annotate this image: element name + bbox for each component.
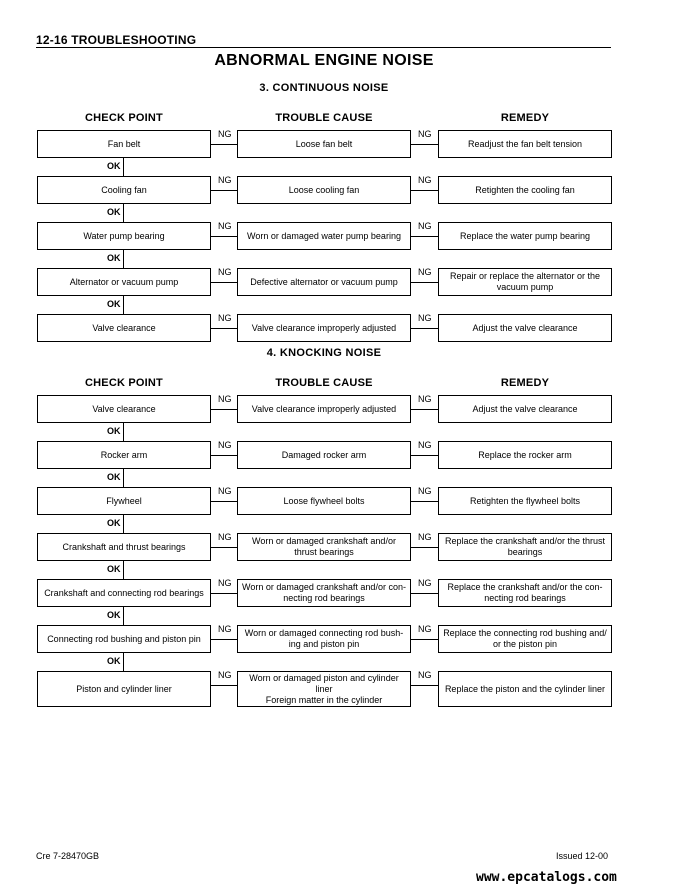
cause-text: Loose fan belt	[295, 138, 353, 149]
ng-label: NG	[218, 486, 232, 496]
cause-text: Defective alternator or vacuum pump	[250, 276, 398, 287]
ng-connector	[211, 236, 237, 237]
ng-connector	[211, 144, 237, 145]
ng-connector	[411, 685, 438, 686]
check-box	[37, 395, 211, 423]
check-text: Valve clearance	[92, 403, 156, 414]
check-box	[37, 268, 211, 296]
ok-connector	[123, 158, 124, 176]
cause-box	[237, 395, 411, 423]
remedy-text: Readjust the fan belt tension	[467, 138, 583, 149]
ng-connector	[211, 685, 237, 686]
ng-label: NG	[218, 532, 232, 542]
remedy-box	[438, 176, 612, 204]
cause-text: Worn or damaged connecting rod bush- ing and piston pin	[244, 628, 404, 649]
ng-label: NG	[218, 267, 232, 277]
ng-connector	[211, 455, 237, 456]
remedy-text: Retighten the flywheel bolts	[469, 495, 581, 506]
ok-connector	[123, 561, 124, 579]
header-rule	[36, 47, 611, 48]
ng-connector	[211, 328, 237, 329]
ok-label: OK	[107, 610, 121, 620]
ng-connector	[411, 282, 438, 283]
check-text: Rocker arm	[100, 449, 148, 460]
ok-label: OK	[107, 426, 121, 436]
ok-connector	[123, 607, 124, 625]
column-header-remedy: REMEDY	[500, 377, 550, 389]
remedy-text: Retighten the cooling fan	[475, 184, 575, 195]
cause-text: Loose flywheel bolts	[283, 495, 365, 506]
ng-connector	[211, 282, 237, 283]
cause-text: Damaged rocker arm	[281, 449, 367, 460]
ng-connector	[211, 639, 237, 640]
column-header-remedy: REMEDY	[500, 112, 550, 124]
ok-label: OK	[107, 161, 121, 171]
ok-connector	[123, 250, 124, 268]
section-title: 4. KNOCKING NOISE	[266, 347, 382, 359]
cause-box	[237, 671, 411, 707]
page-header: 12-16 TROUBLESHOOTING	[36, 33, 197, 47]
ng-label: NG	[218, 175, 232, 185]
remedy-text: Replace the connecting rod bushing and/ or the piston pin	[443, 628, 607, 649]
check-box	[37, 222, 211, 250]
cause-text: Worn or damaged water pump bearing	[247, 230, 401, 241]
ng-label: NG	[218, 578, 232, 588]
remedy-text: Replace the crankshaft and/or the con- necting rod bearings	[447, 582, 603, 603]
ng-label: NG	[218, 394, 232, 404]
ng-label: NG	[218, 670, 232, 680]
check-box	[37, 671, 211, 707]
cause-text: Worn or damaged crankshaft and/or thrust bearings	[252, 536, 396, 557]
check-text: Connecting rod bushing and piston pin	[47, 633, 201, 644]
ng-label: NG	[418, 532, 432, 542]
ng-label: NG	[218, 440, 232, 450]
ng-label: NG	[418, 267, 432, 277]
section-title: 3. CONTINUOUS NOISE	[259, 82, 389, 94]
cause-box	[237, 625, 411, 653]
check-text: Valve clearance	[92, 322, 156, 333]
check-text: Alternator or vacuum pump	[69, 276, 179, 287]
ng-connector	[211, 190, 237, 191]
watermark: www.epcatalogs.com	[476, 870, 617, 885]
ng-connector	[411, 547, 438, 548]
cause-text: Valve clearance improperly adjusted	[251, 403, 397, 414]
ng-connector	[411, 144, 438, 145]
remedy-box	[438, 441, 612, 469]
footer-doc-code: Cre 7-28470GB	[36, 851, 100, 861]
remedy-box	[438, 130, 612, 158]
ng-connector	[411, 328, 438, 329]
check-box	[37, 130, 211, 158]
cause-box	[237, 533, 411, 561]
ok-label: OK	[107, 253, 121, 263]
ok-connector	[123, 469, 124, 487]
ok-label: OK	[107, 518, 121, 528]
check-text: Cooling fan	[101, 184, 147, 195]
check-text: Water pump bearing	[83, 230, 165, 241]
check-text: Crankshaft and thrust bearings	[62, 541, 186, 552]
column-header-check: CHECK POINT	[85, 377, 163, 389]
cause-box	[237, 130, 411, 158]
ok-connector	[123, 296, 124, 314]
ok-label: OK	[107, 207, 121, 217]
ng-label: NG	[218, 221, 232, 231]
ok-connector	[123, 423, 124, 441]
check-text: Crankshaft and connecting rod bearings	[44, 587, 204, 598]
ng-connector	[211, 501, 237, 502]
remedy-text: Adjust the valve clearance	[472, 322, 578, 333]
remedy-box	[438, 671, 612, 707]
ng-label: NG	[418, 313, 432, 323]
ng-label: NG	[418, 486, 432, 496]
ok-label: OK	[107, 564, 121, 574]
check-box	[37, 487, 211, 515]
cause-box	[237, 441, 411, 469]
remedy-box	[438, 222, 612, 250]
ng-connector	[411, 501, 438, 502]
remedy-text: Repair or replace the alternator or the vacuum pump	[449, 271, 601, 292]
remedy-box	[438, 395, 612, 423]
remedy-box	[438, 314, 612, 342]
remedy-box	[438, 579, 612, 607]
ng-connector	[211, 547, 237, 548]
footer-issued: Issued 12-00	[556, 851, 609, 861]
ng-label: NG	[218, 624, 232, 634]
ok-label: OK	[107, 472, 121, 482]
ok-connector	[123, 653, 124, 671]
ok-label: OK	[107, 656, 121, 666]
ng-connector	[411, 593, 438, 594]
remedy-box	[438, 625, 612, 653]
ng-label: NG	[218, 129, 232, 139]
ng-connector	[211, 593, 237, 594]
ng-connector	[411, 236, 438, 237]
check-box	[37, 579, 211, 607]
ng-label: NG	[418, 670, 432, 680]
cause-box	[237, 579, 411, 607]
cause-text: Worn or damaged piston and cylinder liner Foreign matter in the cylinder	[249, 672, 399, 705]
column-header-cause: TROUBLE CAUSE	[275, 377, 373, 389]
cause-text: Worn or damaged crankshaft and/or con- necting rod bearings	[242, 582, 406, 603]
check-text: Fan belt	[107, 138, 141, 149]
ng-connector	[411, 639, 438, 640]
column-header-cause: TROUBLE CAUSE	[275, 112, 373, 124]
remedy-text: Replace the rocker arm	[478, 449, 572, 460]
page-title: ABNORMAL ENGINE NOISE	[214, 52, 434, 69]
cause-text: Valve clearance improperly adjusted	[251, 322, 397, 333]
check-box	[37, 441, 211, 469]
remedy-box	[438, 533, 612, 561]
remedy-text: Adjust the valve clearance	[472, 403, 578, 414]
ng-label: NG	[418, 578, 432, 588]
ng-label: NG	[218, 313, 232, 323]
remedy-text: Replace the water pump bearing	[459, 230, 591, 241]
remedy-box	[438, 268, 612, 296]
cause-box	[237, 314, 411, 342]
ng-label: NG	[418, 624, 432, 634]
ok-connector	[123, 515, 124, 533]
check-text: Piston and cylinder liner	[76, 683, 172, 694]
check-box	[37, 625, 211, 653]
check-box	[37, 314, 211, 342]
remedy-text: Replace the crankshaft and/or the thrust bearings	[444, 536, 606, 557]
ok-label: OK	[107, 299, 121, 309]
check-text: Flywheel	[106, 495, 142, 506]
ng-label: NG	[418, 440, 432, 450]
ng-connector	[411, 455, 438, 456]
cause-box	[237, 222, 411, 250]
ng-connector	[411, 409, 438, 410]
remedy-box	[438, 487, 612, 515]
ok-connector	[123, 204, 124, 222]
cause-box	[237, 487, 411, 515]
ng-label: NG	[418, 394, 432, 404]
column-header-check: CHECK POINT	[85, 112, 163, 124]
ng-label: NG	[418, 221, 432, 231]
ng-label: NG	[418, 129, 432, 139]
cause-box	[237, 176, 411, 204]
cause-box	[237, 268, 411, 296]
ng-connector	[411, 190, 438, 191]
ng-label: NG	[418, 175, 432, 185]
ng-connector	[211, 409, 237, 410]
check-box	[37, 533, 211, 561]
cause-text: Loose cooling fan	[288, 184, 360, 195]
check-box	[37, 176, 211, 204]
remedy-text: Replace the piston and the cylinder liner	[444, 683, 606, 694]
